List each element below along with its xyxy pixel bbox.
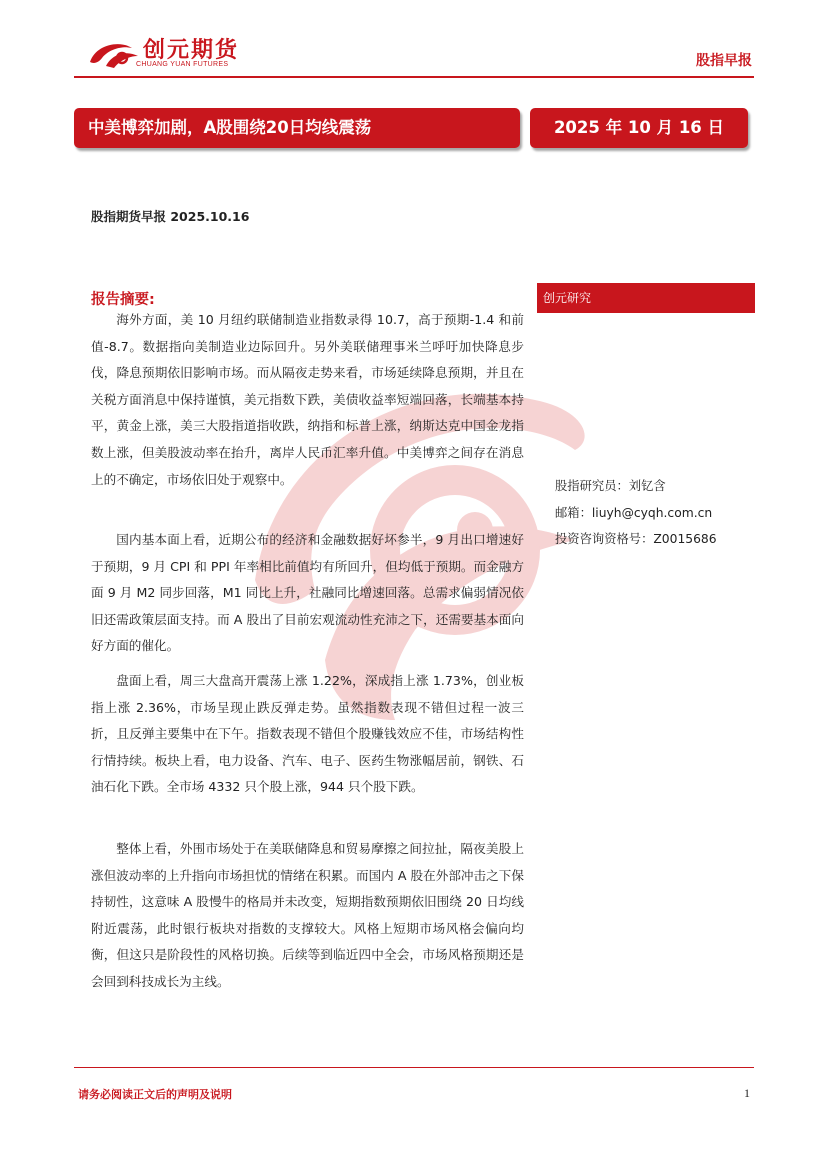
report-type: 股指早报 [696, 53, 752, 69]
research-section-label: 创元研究 [537, 283, 755, 313]
summary-paragraph-domestic: 国内基本面上看，近期公布的经济和金融数据好坏参半，9 月出口增速好于预期，9 月 CPI 和 PPI 年率相比前值均有所回升，但均低于预期。而金融方面 9 月 M2 同步回落，M1 同比上升，社融同比增速回落。总需求偏弱情况依旧还需政策层面支持。而 A 股出了目前宏观流动性充沛之下，还需要基本面向好方面的催化。 [91, 532, 524, 654]
analyst-license: 投资咨询资格号：Z0015686 [555, 532, 717, 546]
report-title-banner: 中美博弈加剧，A股围绕20日均线震荡 [74, 108, 520, 148]
analyst-name: 股指研究员：刘钇含 [555, 479, 666, 493]
summary-heading: 报告摘要: [91, 292, 155, 308]
summary-paragraph-market: 盘面上看，周三大盘高开震荡上涨 1.22%，深成指上涨 1.73%，创业板指上涨 2.36%，市场呈现止跌反弹走势。虽然指数表现不错但过程一波三折，且反弹主要集中在下午。指数表现不错但个股赚钱效应不佳，市场结构性行情持续。板块上看，电力设备、汽车、电子、医药生物涨幅居前，钢铁、石油石化下跌。全市场 4332 只个股上涨，944 只个股下跌。 [91, 673, 524, 795]
page-number: 1 [744, 1086, 750, 1100]
footer-disclaimer: 请务必阅读正文后的声明及说明 [78, 1088, 232, 1101]
summary-paragraph-overall: 整体上看，外围市场处于在美联储降息和贸易摩擦之间拉扯，隔夜美股上涨但波动率的上升指向市场担忧的情绪在积累。而国内 A 股在外部冲击之下保持韧性，这意味 A 股慢牛的格局并未改变，短期指数预期依旧围绕 20 日均线附近震荡，此时银行板块对指数的支撑较大。风格上短期市场风格会偏向均衡，但这只是阶段性的风格切换。后续等到临近四中全会，市场风格预期还是会回到科技成长为主线。 [91, 841, 524, 989]
analyst-email: 邮箱：liuyh@cyqh.com.cn [555, 506, 713, 520]
logo-subtext: CHUANG YUAN FUTURES [136, 61, 229, 68]
summary-paragraph-overseas: 海外方面，美 10 月纽约联储制造业指数录得 10.7，高于预期-1.4 和前值-8.7。数据指向美制造业边际回升。另外美联储理事米兰呼吁加快降息步伐，降息预期依旧影响市场。而从隔夜走势来看，市场延续降息预期，并且在关税方面消息中保持谨慎，美元指数下跌，美债收益率短端回落，长端基本持平，黄金上涨，美三大股指道指收跌，纳指和标普上涨，纳斯达克中国金龙指数上涨，但美股波动率在抬升，离岸人民币汇率升值。中美博弈之间存在消息上的不确定，市场依旧处于观察中。 [91, 312, 524, 487]
footer-divider [74, 1067, 754, 1068]
logo-text: 创元期货 [143, 38, 240, 63]
report-subtitle: 股指期货早报 2025.10.16 [91, 209, 250, 224]
header-divider [74, 76, 754, 78]
report-date-banner: 2025 年 10 月 16 日 [530, 108, 748, 148]
